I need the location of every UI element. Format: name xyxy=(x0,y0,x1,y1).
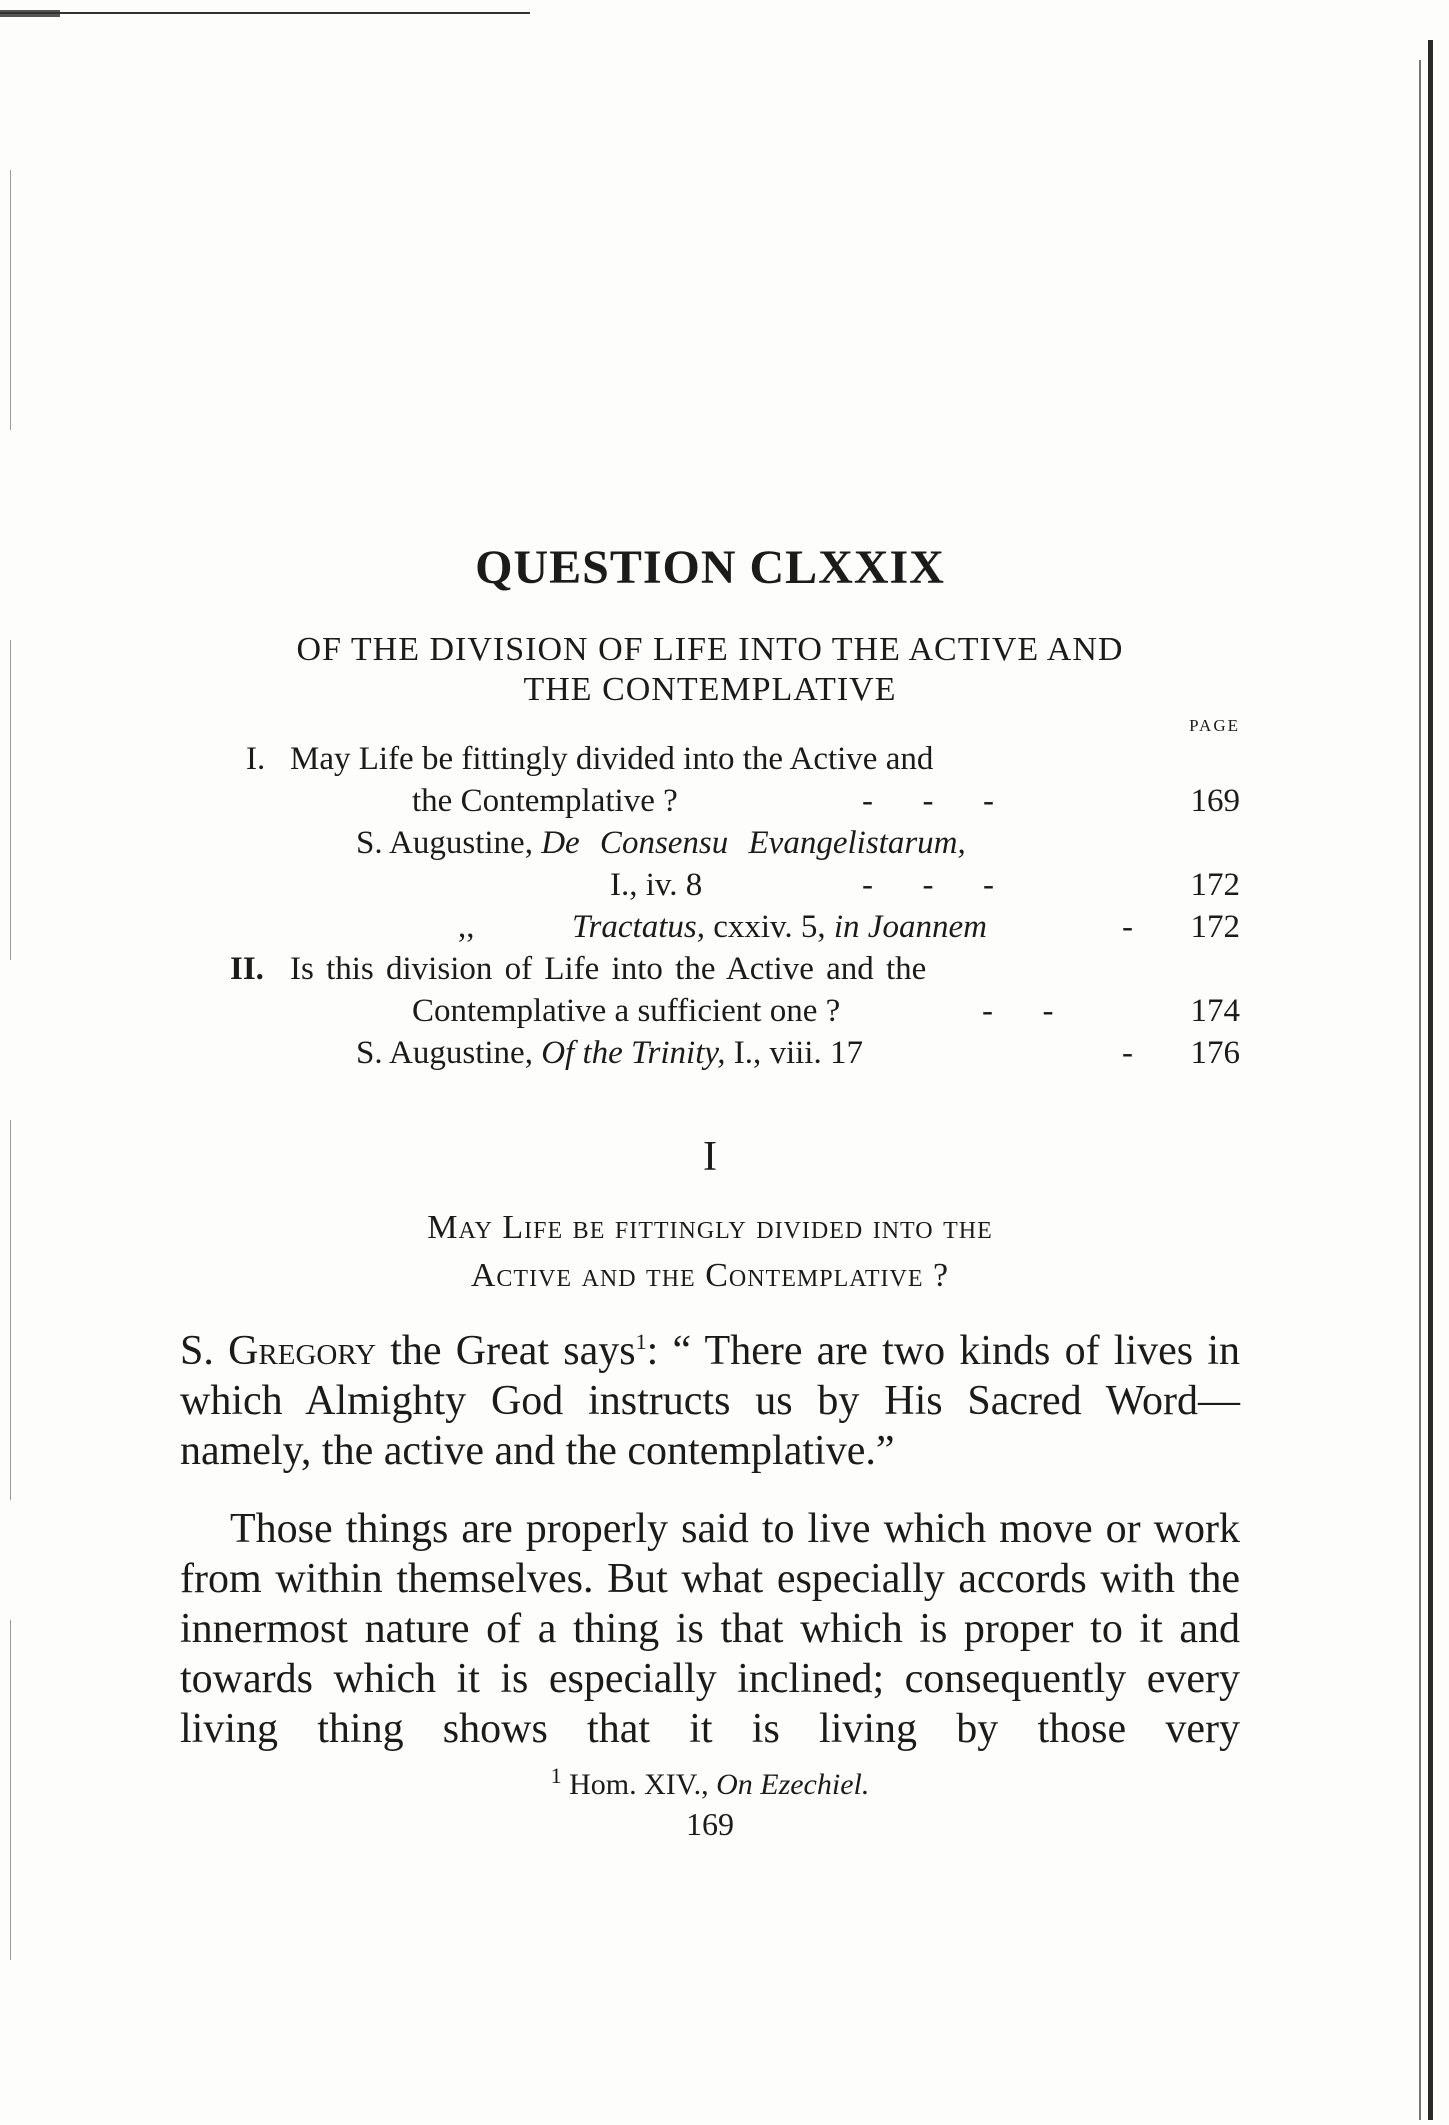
toc-article-title: May Life be fittingly divided into the Active and xyxy=(290,741,934,777)
toc-leader: - - - xyxy=(862,783,994,819)
toc-leader: - - xyxy=(982,993,1054,1029)
toc-row xyxy=(180,906,1240,948)
toc-row xyxy=(180,864,1240,906)
scan-edge-left xyxy=(10,1620,11,1960)
book-page xyxy=(180,540,1240,1843)
toc-row xyxy=(180,780,1240,822)
scan-edge-left xyxy=(10,1120,11,1500)
article-title-line: May Life be fittingly divided into the xyxy=(427,1209,993,1246)
toc-leader: - xyxy=(1122,909,1133,945)
toc-article-title: Is this division of Life into the Active and the xyxy=(290,951,927,987)
paragraph xyxy=(180,1326,1240,1476)
question-subtitle-line: THE CONTEMPLATIVE xyxy=(523,671,897,708)
page-column-header: PAGE xyxy=(1189,716,1240,735)
author-name: S. Gregory xyxy=(180,1328,377,1374)
toc-article-title: the Contemplative ? xyxy=(412,783,678,819)
toc-article-number: II. xyxy=(230,951,264,987)
toc-reference-locus: I., viii. 17 xyxy=(725,1035,863,1071)
toc-row xyxy=(180,1032,1240,1074)
table-of-contents xyxy=(180,738,1240,1074)
scan-binding-edge-inner xyxy=(1419,60,1421,2120)
toc-page-number: 174 xyxy=(1190,993,1240,1029)
toc-row xyxy=(180,948,1240,990)
toc-reference xyxy=(356,822,966,864)
question-subtitle xyxy=(180,630,1240,710)
question-title: QUESTION CLXXIX xyxy=(475,541,945,594)
footnote-marker: 1 xyxy=(550,1763,562,1788)
scan-edge-left xyxy=(10,640,11,960)
toc-ditto-mark: ,, xyxy=(458,909,475,945)
toc-reference-work: Of the Trinity, xyxy=(541,1035,726,1071)
toc-reference-work: in Joannem xyxy=(833,909,987,945)
article-title xyxy=(180,1204,1240,1300)
footnote-work: On Ezechiel. xyxy=(716,1768,870,1801)
toc-page-number: 169 xyxy=(1190,783,1240,819)
toc-reference-work: Tractatus, xyxy=(572,909,705,945)
article-number: I xyxy=(703,1134,717,1180)
toc-row xyxy=(180,990,1240,1032)
toc-page-number: 172 xyxy=(1190,909,1240,945)
toc-row xyxy=(180,738,1240,780)
footnote-marker: 1 xyxy=(635,1329,647,1354)
toc-page-number: 172 xyxy=(1190,867,1240,903)
toc-reference-locus: I., iv. 8 xyxy=(610,867,703,903)
scan-binding-edge xyxy=(1428,40,1433,2120)
paragraph-text: the Great says xyxy=(376,1328,636,1374)
page-number: 169 xyxy=(686,1806,734,1842)
toc-article-number: I. xyxy=(246,741,266,777)
question-subtitle-line: OF THE DIVISION OF LIFE INTO THE ACTIVE AND xyxy=(296,631,1124,668)
toc-page-number: 176 xyxy=(1190,1035,1240,1071)
paragraph: Those things are properly said to live which move or work from within themselves. But what especially accords with the innermost nature of a thing is that which is proper to it and towards which it is especially inclined; consequently every living thing shows that it is living by those very xyxy=(180,1506,1240,1752)
toc-leader: - - - xyxy=(862,867,994,903)
paragraph-text: : “ There are two kinds of lives in which Almighty God instructs us by His Sacred Word—namely, the active and the contemplative.” xyxy=(180,1328,1240,1474)
toc-row xyxy=(180,822,1240,864)
scan-edge-left xyxy=(10,170,11,430)
article-title-line: Active and the Contemplative ? xyxy=(470,1257,950,1294)
footnote xyxy=(180,1763,1240,1804)
toc-reference xyxy=(572,906,987,948)
toc-reference-work: De Consensu Evangelistarum, xyxy=(541,825,966,861)
toc-reference-author: S. Augustine, xyxy=(356,1035,542,1071)
toc-reference-author: S. Augustine, xyxy=(356,825,542,861)
footnote-text: Hom. XIV., xyxy=(561,1768,717,1801)
toc-leader: - xyxy=(1122,1035,1133,1071)
toc-reference xyxy=(356,1032,863,1074)
scan-edge-line xyxy=(0,12,530,14)
toc-reference-locus: cxxiv. 5, xyxy=(704,909,834,945)
toc-article-title: Contemplative a sufficient one ? xyxy=(412,993,841,1029)
